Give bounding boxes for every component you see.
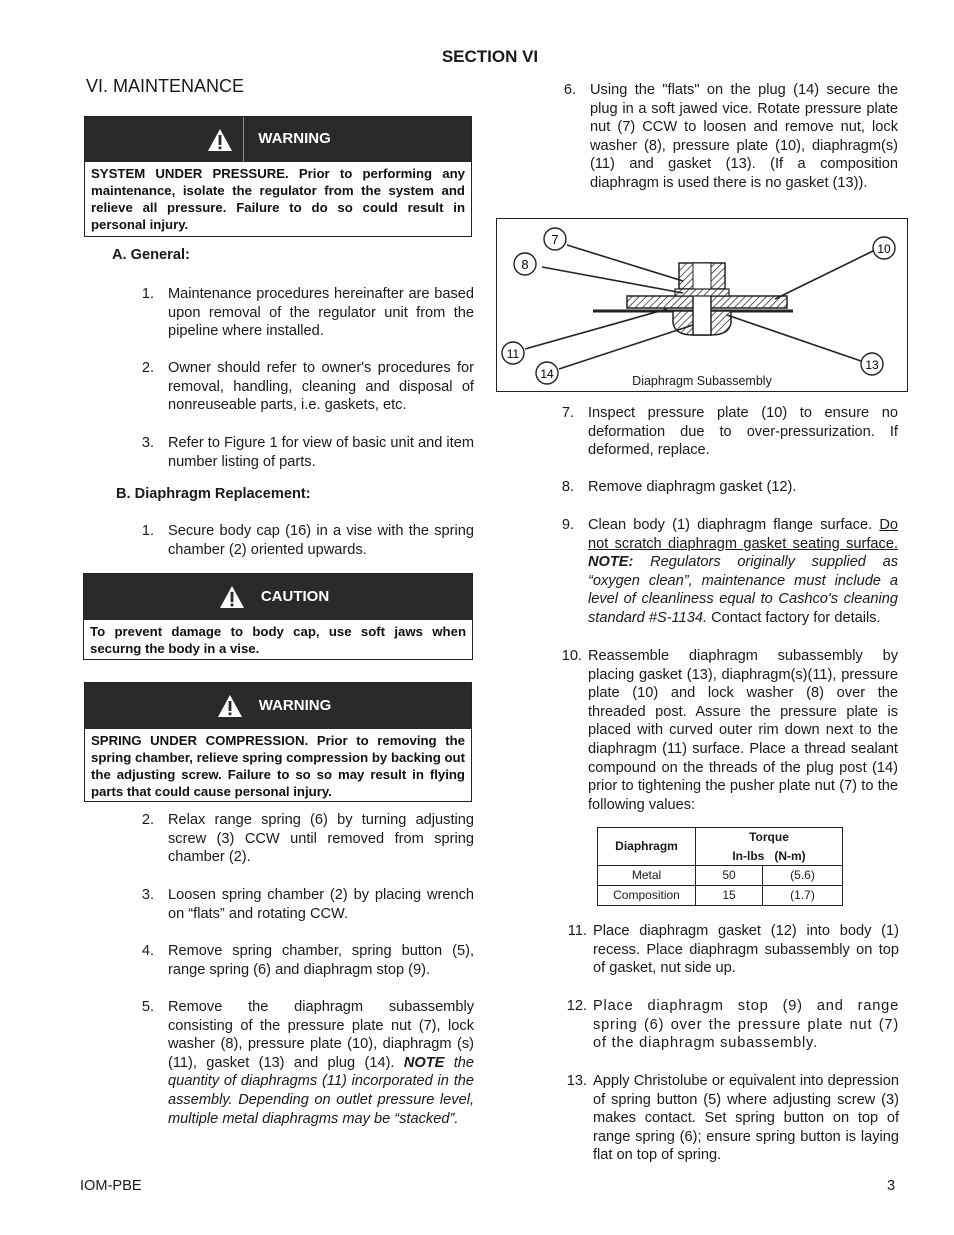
table-cell: Metal	[598, 866, 696, 886]
item-number: 10.	[561, 648, 582, 664]
item-text: Inspect pressure plate (10) to ensure no deformation due to over-pressurization. If deformed, replace.	[588, 405, 898, 459]
callout-10	[873, 237, 895, 259]
list-item	[140, 359, 474, 415]
torque-header-line2: In-lbs (N-m)	[732, 848, 806, 863]
svg-text:14: 14	[540, 367, 554, 381]
item-number: 3.	[141, 887, 154, 903]
list-item	[560, 516, 898, 628]
list-item	[140, 998, 474, 1128]
caution-box	[83, 573, 473, 660]
item-text: Refer to Figure 1 for view of basic unit and item number listing of parts.	[168, 435, 474, 470]
svg-text:8: 8	[521, 257, 529, 272]
warning-box-pressure	[84, 116, 472, 237]
svg-text:10: 10	[877, 242, 891, 256]
callout-8	[514, 253, 536, 275]
item-text: Place diaphragm stop (9) and range spring (6) over the pressure plate nut (7) of the diaphragm subassembly.	[593, 998, 899, 1052]
warning-body: SPRING UNDER COMPRESSION. Prior to removing the spring chamber, relieve spring compression by backing out the adjusting screw. Failure to so so may result in flying parts that could cause personal injury.	[91, 733, 465, 799]
item-number: 9.	[561, 517, 574, 533]
item-text	[168, 998, 474, 1128]
warning-body: SYSTEM UNDER PRESSURE. Prior to performing any maintenance, isolate the regulator from the system and relieve all pressure. Failure to do so could result in personal injury.	[91, 166, 465, 232]
step9-note-label: NOTE:	[588, 554, 634, 571]
diaphragm-subassembly-drawing	[497, 219, 907, 391]
list-item	[560, 404, 898, 460]
table-cell: 15	[696, 886, 763, 906]
table-cell: (5.6)	[763, 866, 843, 886]
diaphragm-replacement-heading: B. Diaphragm Replacement:	[116, 486, 311, 502]
caution-triangle-icon	[217, 574, 247, 620]
table-header-diaphragm: Diaphragm	[598, 828, 696, 866]
figure-caption: Diaphragm Subassembly	[632, 374, 772, 388]
step5-note-text: the quantity of diaphragms (11) incorporated in the assembly. Depending on outlet pressure level, multiple metal diaphragms may be “stacked”.	[168, 1054, 475, 1127]
step9-text: Clean body (1) diaphragm flange surface.	[588, 517, 873, 533]
section-title: SECTION VI	[441, 47, 539, 66]
page-heading: VI. MAINTENANCE	[86, 76, 245, 96]
table-header-torque	[696, 828, 843, 866]
list-item	[562, 81, 898, 193]
step5-text: Remove the diaphragm subassembly consisting of the pressure plate nut (7), lock washer (8), pressure plate (10), diaphragm (s) (11), gasket (13) and plug (14).	[168, 999, 474, 1071]
item-text: Reassemble diaphragm subassembly by placing gasket (13), diaphragm(s)(11), pressure plate (10) and lock washer (8) over the threaded post. Assure the pressure plate is placed with curved outer rim down next to the diaphragm (11) surface. Place a thread sealant compound on the threads of the plug post (14) prior to tightening the pusher plate nut (7) to the following values:	[588, 648, 898, 813]
list-item	[140, 522, 474, 559]
torque-header-line1: Torque	[749, 830, 789, 844]
item-number: 6.	[563, 82, 576, 98]
item-text: Remove diaphragm gasket (12).	[588, 479, 797, 495]
list-item	[565, 997, 899, 1053]
item-number: 1.	[141, 523, 154, 539]
item-text: Using the "flats" on the plug (14) secure the plug in a soft jawed vice. Rotate pressure plate nut (7) CCW to loosen and remove nut, lock washer (8), pressure plate (10), diaphragm(s) (11) and gasket (13). (If a composition diaphragm is used there is no gasket (13)).	[590, 82, 898, 191]
item-number: 7.	[561, 405, 574, 421]
list-item	[140, 886, 474, 923]
list-item	[565, 1072, 899, 1165]
step9-note-text: Regulators originally supplied as “oxygen clean”, maintenance must include a level of cleanliness equal to Cashco's cleaning standard #S-1134.	[588, 554, 899, 626]
item-number: 12.	[566, 998, 587, 1014]
warning-triangle-icon	[205, 117, 244, 162]
list-item	[140, 285, 474, 341]
svg-text:11: 11	[506, 347, 520, 361]
table-row	[598, 866, 843, 886]
item-number: 13.	[566, 1073, 587, 1089]
item-number: 11.	[567, 923, 587, 939]
callout-11	[502, 342, 524, 364]
item-number: 5.	[141, 999, 154, 1015]
table-cell: Composition	[598, 886, 696, 906]
diaphragm-subassembly-figure	[496, 218, 908, 392]
item-number: 2.	[141, 360, 154, 376]
caution-body: To prevent damage to body cap, use soft jaws when securng the body in a vise.	[90, 624, 466, 656]
document-code: IOM-PBE	[80, 1178, 142, 1194]
step9-trailing: Contact factory for details.	[711, 609, 881, 626]
svg-text:7: 7	[551, 232, 559, 247]
step5-note-label: NOTE	[403, 1054, 445, 1071]
list-item	[140, 942, 474, 979]
item-number: 8.	[561, 479, 574, 495]
item-number: 4.	[141, 943, 154, 959]
table-row	[598, 886, 843, 906]
caution-title: CAUTION	[260, 587, 330, 605]
torque-table	[597, 827, 843, 906]
step9-underlined: Do not scratch diaphragm gasket seating surface.	[588, 517, 898, 552]
item-text: Owner should refer to owner's procedures for removal, handling, cleaning and disposal of nonreuseable parts, i.e. gaskets, etc.	[168, 360, 474, 414]
callout-7	[544, 228, 566, 250]
warning-triangle-icon	[215, 683, 245, 729]
list-item	[560, 478, 898, 497]
warning-title: WARNING	[258, 696, 332, 714]
list-item	[140, 434, 474, 471]
item-text: Maintenance procedures hereinafter are based upon removal of the regulator unit from the pipeline where installed.	[168, 286, 474, 340]
general-heading: A. General:	[112, 247, 190, 263]
item-text: Secure body cap (16) in a vise with the spring chamber (2) oriented upwards.	[168, 523, 474, 558]
item-number: 3.	[141, 435, 154, 451]
item-number: 1.	[141, 286, 154, 302]
warning-title: WARNING	[258, 130, 331, 148]
item-text: Relax range spring (6) by turning adjusting screw (3) CCW until removed from spring chamber (2).	[168, 812, 474, 866]
item-text: Apply Christolube or equivalent into depression of spring button (5) where adjusting screw (3) makes contact. Set spring button on top of range spring (6); ensure spring button is laying flat on top of spring.	[593, 1073, 899, 1164]
list-item	[565, 922, 899, 978]
item-number: 2.	[141, 812, 154, 828]
item-text	[588, 516, 898, 628]
svg-text:13: 13	[865, 358, 879, 372]
list-item	[560, 647, 898, 814]
page-number: 3	[887, 1178, 896, 1194]
table-cell: (1.7)	[763, 886, 843, 906]
item-text: Loosen spring chamber (2) by placing wrench on “flats” and rotating CCW.	[168, 887, 474, 922]
list-item	[140, 811, 474, 867]
item-text: Remove spring chamber, spring button (5), range spring (6) and diaphragm stop (9).	[168, 943, 474, 978]
item-text: Place diaphragm gasket (12) into body (1) recess. Place diaphragm subassembly on top of gasket, nut side up.	[593, 923, 899, 977]
table-cell: 50	[696, 866, 763, 886]
warning-box-spring	[84, 682, 472, 802]
